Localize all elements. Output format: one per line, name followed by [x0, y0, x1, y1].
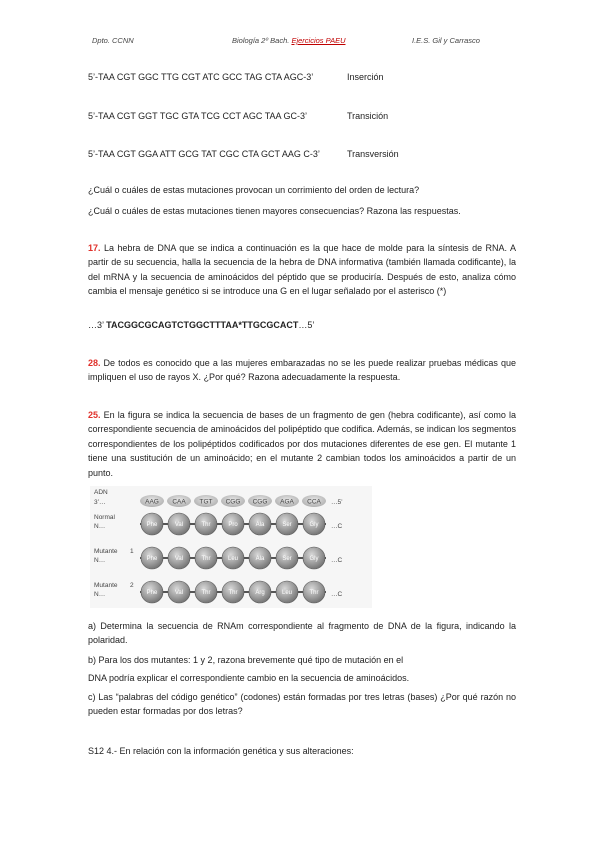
- amino-acid-label: Thr: [201, 590, 211, 597]
- exercise-17-seq-prefix: …3’: [88, 320, 107, 330]
- exercise-25: [88, 408, 516, 480]
- exercise-28: [88, 356, 516, 385]
- exercise-25-text: En la figura se indica la secuencia de bases de un fragmento de gen (hebra codificante), así como la correspondiente secuencia de aminoácidos del polipéptido que codifica. Además, se indican los segmentos correspondientes de los polipéptidos codificados por dos mutaciones diferentes de ese gen. El mutante 1 tiene una sustitución de un aminoácido; en el mutante 2 cambian todos los aminoácidos a partir de un punto.: [88, 410, 516, 478]
- header-course-prefix: Biología 2º Bach.: [232, 36, 292, 45]
- exercise-25-question-b-line1: b) Para los dos mutantes: 1 y 2, razona brevemente qué tipo de mutación en el: [88, 655, 404, 665]
- row-c-terminus: …C: [331, 591, 343, 598]
- row-name: Mutante: [94, 582, 118, 589]
- exercise-17-seq-suffix: …5’: [298, 320, 315, 330]
- row-n-terminus: N…: [94, 591, 106, 598]
- amino-acid-label: Thr: [201, 522, 211, 529]
- mutation-label-3: Transversión: [347, 149, 399, 159]
- mutation-label-2: Transición: [347, 111, 389, 121]
- codon-label: CCA: [307, 498, 321, 506]
- exercise-17-seq-bold: TACGGCGCAGTCTGGCTTTAA*TTGCGCACT: [106, 320, 299, 330]
- amino-acid-label: Leu: [227, 556, 239, 563]
- header-school: I.E.S. Gil y Carrasco: [412, 36, 480, 45]
- codon-label: CGG: [252, 498, 268, 506]
- amino-acid-label: Leu: [281, 590, 293, 597]
- figure-start-label: 3’…: [94, 499, 106, 506]
- row-name-number: 2: [130, 582, 134, 589]
- exercise-17-text: La hebra de DNA que se indica a continuación es la que hace de molde para la síntesis de RNA. A partir de su secuencia, halla la secuencia de la hebra de DNA informativa (también llamada codificante), la del mRNA y la secuencia de aminoácidos del péptido que se produciría. Después de esto, analiza cómo cambia el mensaje genético si se introduce una G en el lugar señalado por el asterisco (*): [88, 243, 516, 297]
- codon-label: AGA: [280, 498, 294, 506]
- codon-label: AAG: [145, 498, 159, 506]
- row-n-terminus: N…: [94, 557, 106, 564]
- exercise-28-number: 28.: [88, 358, 101, 368]
- question-reading-frame: ¿Cuál o cuáles de estas mutaciones provocan un corrimiento del orden de lectura?: [88, 185, 420, 195]
- amino-acid-label: Phe: [146, 522, 158, 529]
- exercise-17: [88, 241, 516, 299]
- exercise-25-question-c: c) Las “palabras del código genético” (codones) están formadas por tres letras (bases) ¿Por qué razón no pueden estar formadas por dos letras?: [88, 692, 516, 717]
- amino-acid-label: Ala: [255, 556, 265, 563]
- amino-acid-label: Phe: [146, 556, 158, 563]
- exercise-25-number: 25.: [88, 410, 101, 420]
- mutation-seq-3: 5’-TAA CGT GGA ATT GCG TAT CGC CTA GCT AAG C-3’: [88, 149, 320, 159]
- header-course: [232, 36, 346, 45]
- amino-acid-label: Thr: [228, 590, 238, 597]
- amino-acid-label: Phe: [146, 590, 158, 597]
- header-department: Dpto. CCNN: [92, 36, 134, 45]
- exercise-17-sequence: [88, 318, 516, 332]
- row-name-number: 1: [130, 548, 134, 555]
- row-c-terminus: …C: [331, 557, 343, 564]
- amino-acid-label: Val: [174, 522, 184, 529]
- codon-label: TGT: [199, 498, 213, 506]
- dna-mutation-figure: [90, 486, 372, 608]
- codon-label: CAA: [172, 498, 186, 506]
- amino-acid-label: Ser: [282, 522, 292, 529]
- figure-adn-label: ADN: [94, 489, 108, 496]
- header-course-link[interactable]: Ejercicios PAEU: [291, 36, 346, 45]
- exercise-28-text: De todos es conocido que a las mujeres embarazadas no se les puede realizar pruebas médicas que impliquen el uso de rayos X. ¿Por qué? Razona adecuadamente la respuesta.: [88, 358, 516, 383]
- amino-acid-label: Val: [174, 590, 184, 597]
- mutation-seq-1: 5’-TAA CGT GGC TTG CGT ATC GCC TAG CTA AGC-3’: [88, 72, 314, 82]
- mutation-label-1: Inserción: [347, 72, 384, 82]
- codon-label: CGG: [225, 498, 241, 506]
- row-name: Normal: [94, 514, 115, 521]
- exercise-25-question-a: a) Determina la secuencia de RNAm correspondiente al fragmento de DNA de la figura, indicando la polaridad.: [88, 621, 516, 646]
- row-c-terminus: …C: [331, 523, 343, 530]
- mutation-seq-2: 5’-TAA CGT GGT TGC GTA TCG CCT AGC TAA GC-3’: [88, 111, 308, 121]
- exercise-17-number: 17.: [88, 243, 101, 253]
- exercise-25-question-b-line2: DNA podría explicar el correspondiente cambio en la secuencia de aminoácidos.: [88, 673, 410, 683]
- amino-acid-label: Gly: [309, 556, 319, 563]
- figure-end-label: …5’: [331, 499, 343, 506]
- question-consequences: ¿Cuál o cuáles de estas mutaciones tienen mayores consecuencias? Razona las respuestas.: [88, 206, 461, 216]
- amino-acid-label: Thr: [309, 590, 319, 597]
- row-name: Mutante: [94, 548, 118, 555]
- amino-acid-label: Val: [174, 556, 184, 563]
- amino-acid-label: Ala: [255, 522, 265, 529]
- amino-acid-label: Thr: [201, 556, 211, 563]
- amino-acid-label: Pro: [228, 522, 238, 529]
- amino-acid-label: Arg: [255, 590, 265, 597]
- row-n-terminus: N…: [94, 523, 106, 530]
- amino-acid-label: Gly: [309, 522, 319, 529]
- exercise-s12-4: S12 4.- En relación con la información genética y sus alteraciones:: [88, 746, 354, 756]
- amino-acid-label: Ser: [282, 556, 292, 563]
